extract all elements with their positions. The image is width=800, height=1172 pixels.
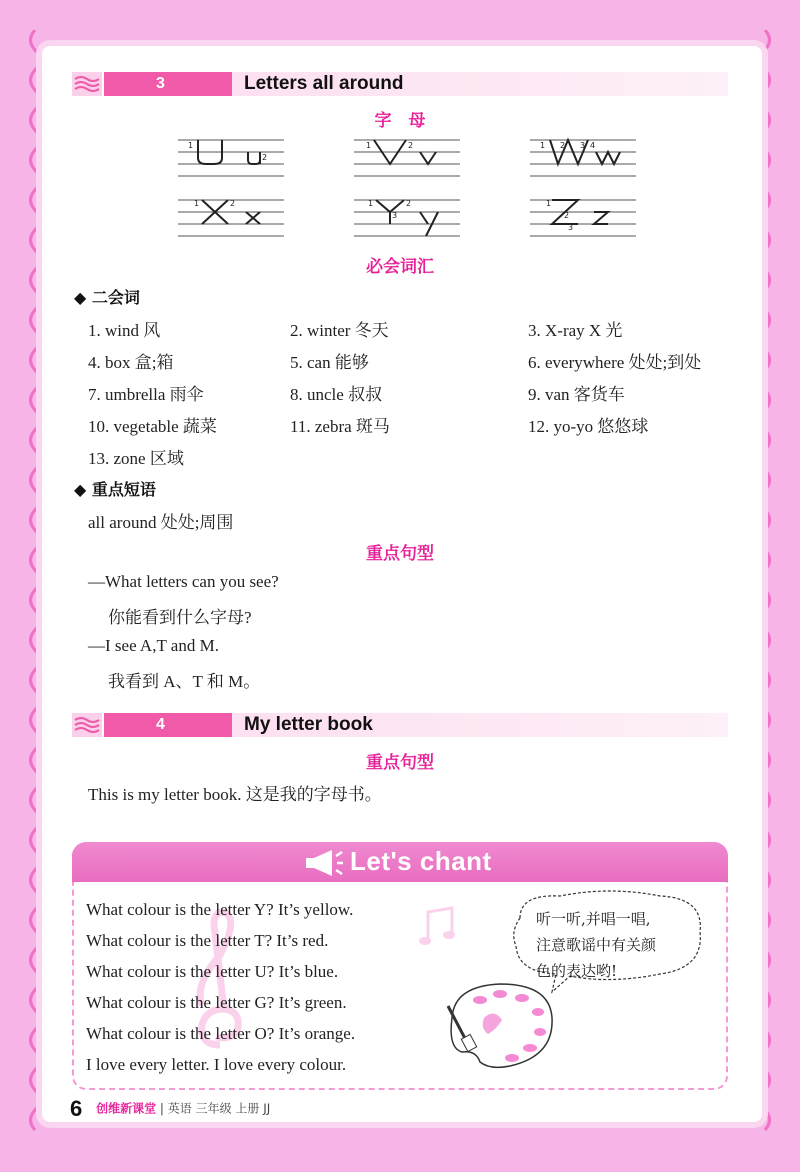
dialog-line: —I see A,T and M.	[88, 636, 219, 655]
svg-text:3: 3	[580, 141, 586, 150]
svg-text:1: 1	[366, 141, 372, 150]
bubble-line: 注意歌谣中有关颜	[536, 936, 657, 954]
dialog-line: 你能看到什么字母?	[108, 608, 252, 627]
section-3-header	[72, 72, 728, 96]
word-item: 13. zone 区域	[88, 449, 184, 468]
section-4-header	[72, 713, 728, 737]
paint-palette-icon	[440, 978, 560, 1074]
book-sentence: This is my letter book. 这是我的字母书。	[88, 785, 382, 804]
word-item: 6. everywhere 处处;到处	[528, 353, 702, 372]
two-words-label: ◆ 二会词	[74, 288, 140, 307]
svg-text:2: 2	[560, 141, 566, 150]
sentence-heading: 重点句型	[366, 544, 434, 564]
chant-line: What colour is the letter Y? It’s yellow.	[86, 900, 354, 919]
svg-text:2: 2	[408, 141, 414, 150]
bubble-line: 听一听,并唱一唱,	[536, 910, 651, 928]
page-footer	[70, 1096, 270, 1122]
section-number: 3	[104, 72, 232, 96]
bubble-line: 色的表达哟!	[536, 962, 618, 980]
sentence-heading-2: 重点句型	[366, 753, 434, 773]
word-item: 8. uncle 叔叔	[290, 385, 383, 404]
svg-text:3: 3	[392, 211, 398, 220]
stripes-icon	[72, 713, 102, 737]
chant-line: I love every letter. I love every colour.	[86, 1055, 347, 1074]
word-item: 4. box 盒;箱	[88, 353, 174, 372]
section-title: My letter book	[232, 713, 728, 737]
handwriting-letters-diagram	[176, 134, 640, 242]
dialog-line: 我看到 A、T 和 M。	[108, 672, 261, 691]
section-number: 4	[104, 713, 232, 737]
word-item: 2. winter 冬天	[290, 321, 389, 340]
word-item: 12. yo-yo 悠悠球	[528, 417, 649, 436]
footer-divider: |	[159, 1101, 168, 1116]
svg-text:4: 4	[590, 141, 596, 150]
vocab-heading: 必会词汇	[366, 257, 434, 277]
footer-info: 英语 三年级 上册 JJ	[167, 1101, 271, 1116]
page-number: 6	[70, 1096, 83, 1121]
stripes-icon	[72, 72, 102, 96]
phrase-text: all around 处处;周围	[88, 513, 234, 532]
svg-text:1: 1	[540, 141, 546, 150]
chant-line: What colour is the letter O? It’s orange.	[86, 1024, 356, 1043]
chant-line: What colour is the letter G? It’s green.	[86, 993, 347, 1012]
word-item: 9. van 客货车	[528, 385, 625, 404]
phrase-label: ◆ 重点短语	[74, 480, 156, 499]
section-title: Letters all around	[232, 72, 728, 96]
svg-text:1: 1	[194, 199, 200, 208]
svg-text:1: 1	[368, 199, 374, 208]
chant-line: What colour is the letter U? It’s blue.	[86, 962, 339, 981]
word-item: 11. zebra 斑马	[290, 417, 390, 436]
music-note-icon	[418, 904, 458, 948]
letters-heading: 字 母	[374, 111, 426, 131]
svg-text:3: 3	[568, 223, 574, 232]
svg-text:1: 1	[188, 141, 194, 150]
svg-text:2: 2	[406, 199, 412, 208]
svg-text:2: 2	[564, 211, 570, 220]
two-words-text: 二会词	[91, 288, 140, 307]
word-item: 10. vegetable 蔬菜	[88, 417, 217, 436]
footer-brand: 创维新课堂	[96, 1101, 157, 1116]
svg-text:2: 2	[262, 153, 268, 162]
word-item: 7. umbrella 雨伞	[88, 385, 204, 404]
word-item: 5. can 能够	[290, 353, 369, 372]
dialog-line: —What letters can you see?	[88, 572, 279, 591]
chant-line: What colour is the letter T? It’s red.	[86, 931, 329, 950]
word-item: 1. wind 风	[88, 321, 161, 340]
word-item: 3. X-ray X 光	[528, 321, 623, 340]
phrase-label-text: 重点短语	[91, 480, 156, 499]
svg-text:2: 2	[230, 199, 236, 208]
megaphone-icon	[302, 848, 344, 878]
chant-title: Let's chant	[350, 846, 492, 876]
svg-text:1: 1	[546, 199, 552, 208]
